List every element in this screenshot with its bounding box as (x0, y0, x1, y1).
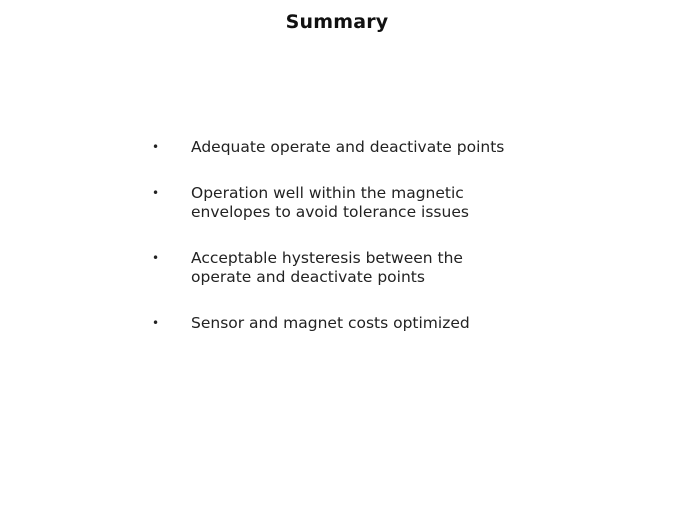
bullet-icon: • (152, 250, 160, 265)
bullet-item (150, 184, 481, 223)
bullet-item (150, 249, 481, 288)
bullet-text: Acceptable hysteresis between the operate and deactivate points (191, 248, 463, 286)
summary-bullet-list (150, 138, 570, 333)
bullet-item (150, 314, 570, 334)
bullet-text: Sensor and magnet costs optimized (191, 313, 470, 332)
bullet-icon: • (152, 185, 160, 200)
bullet-text: Operation well within the magnetic envelopes to avoid tolerance issues (191, 183, 469, 221)
slide-title: Summary (285, 11, 389, 33)
bullet-icon: • (152, 315, 160, 330)
bullet-item (150, 138, 570, 158)
bullet-text: Adequate operate and deactivate points (191, 138, 505, 156)
bullet-icon: • (152, 140, 160, 154)
